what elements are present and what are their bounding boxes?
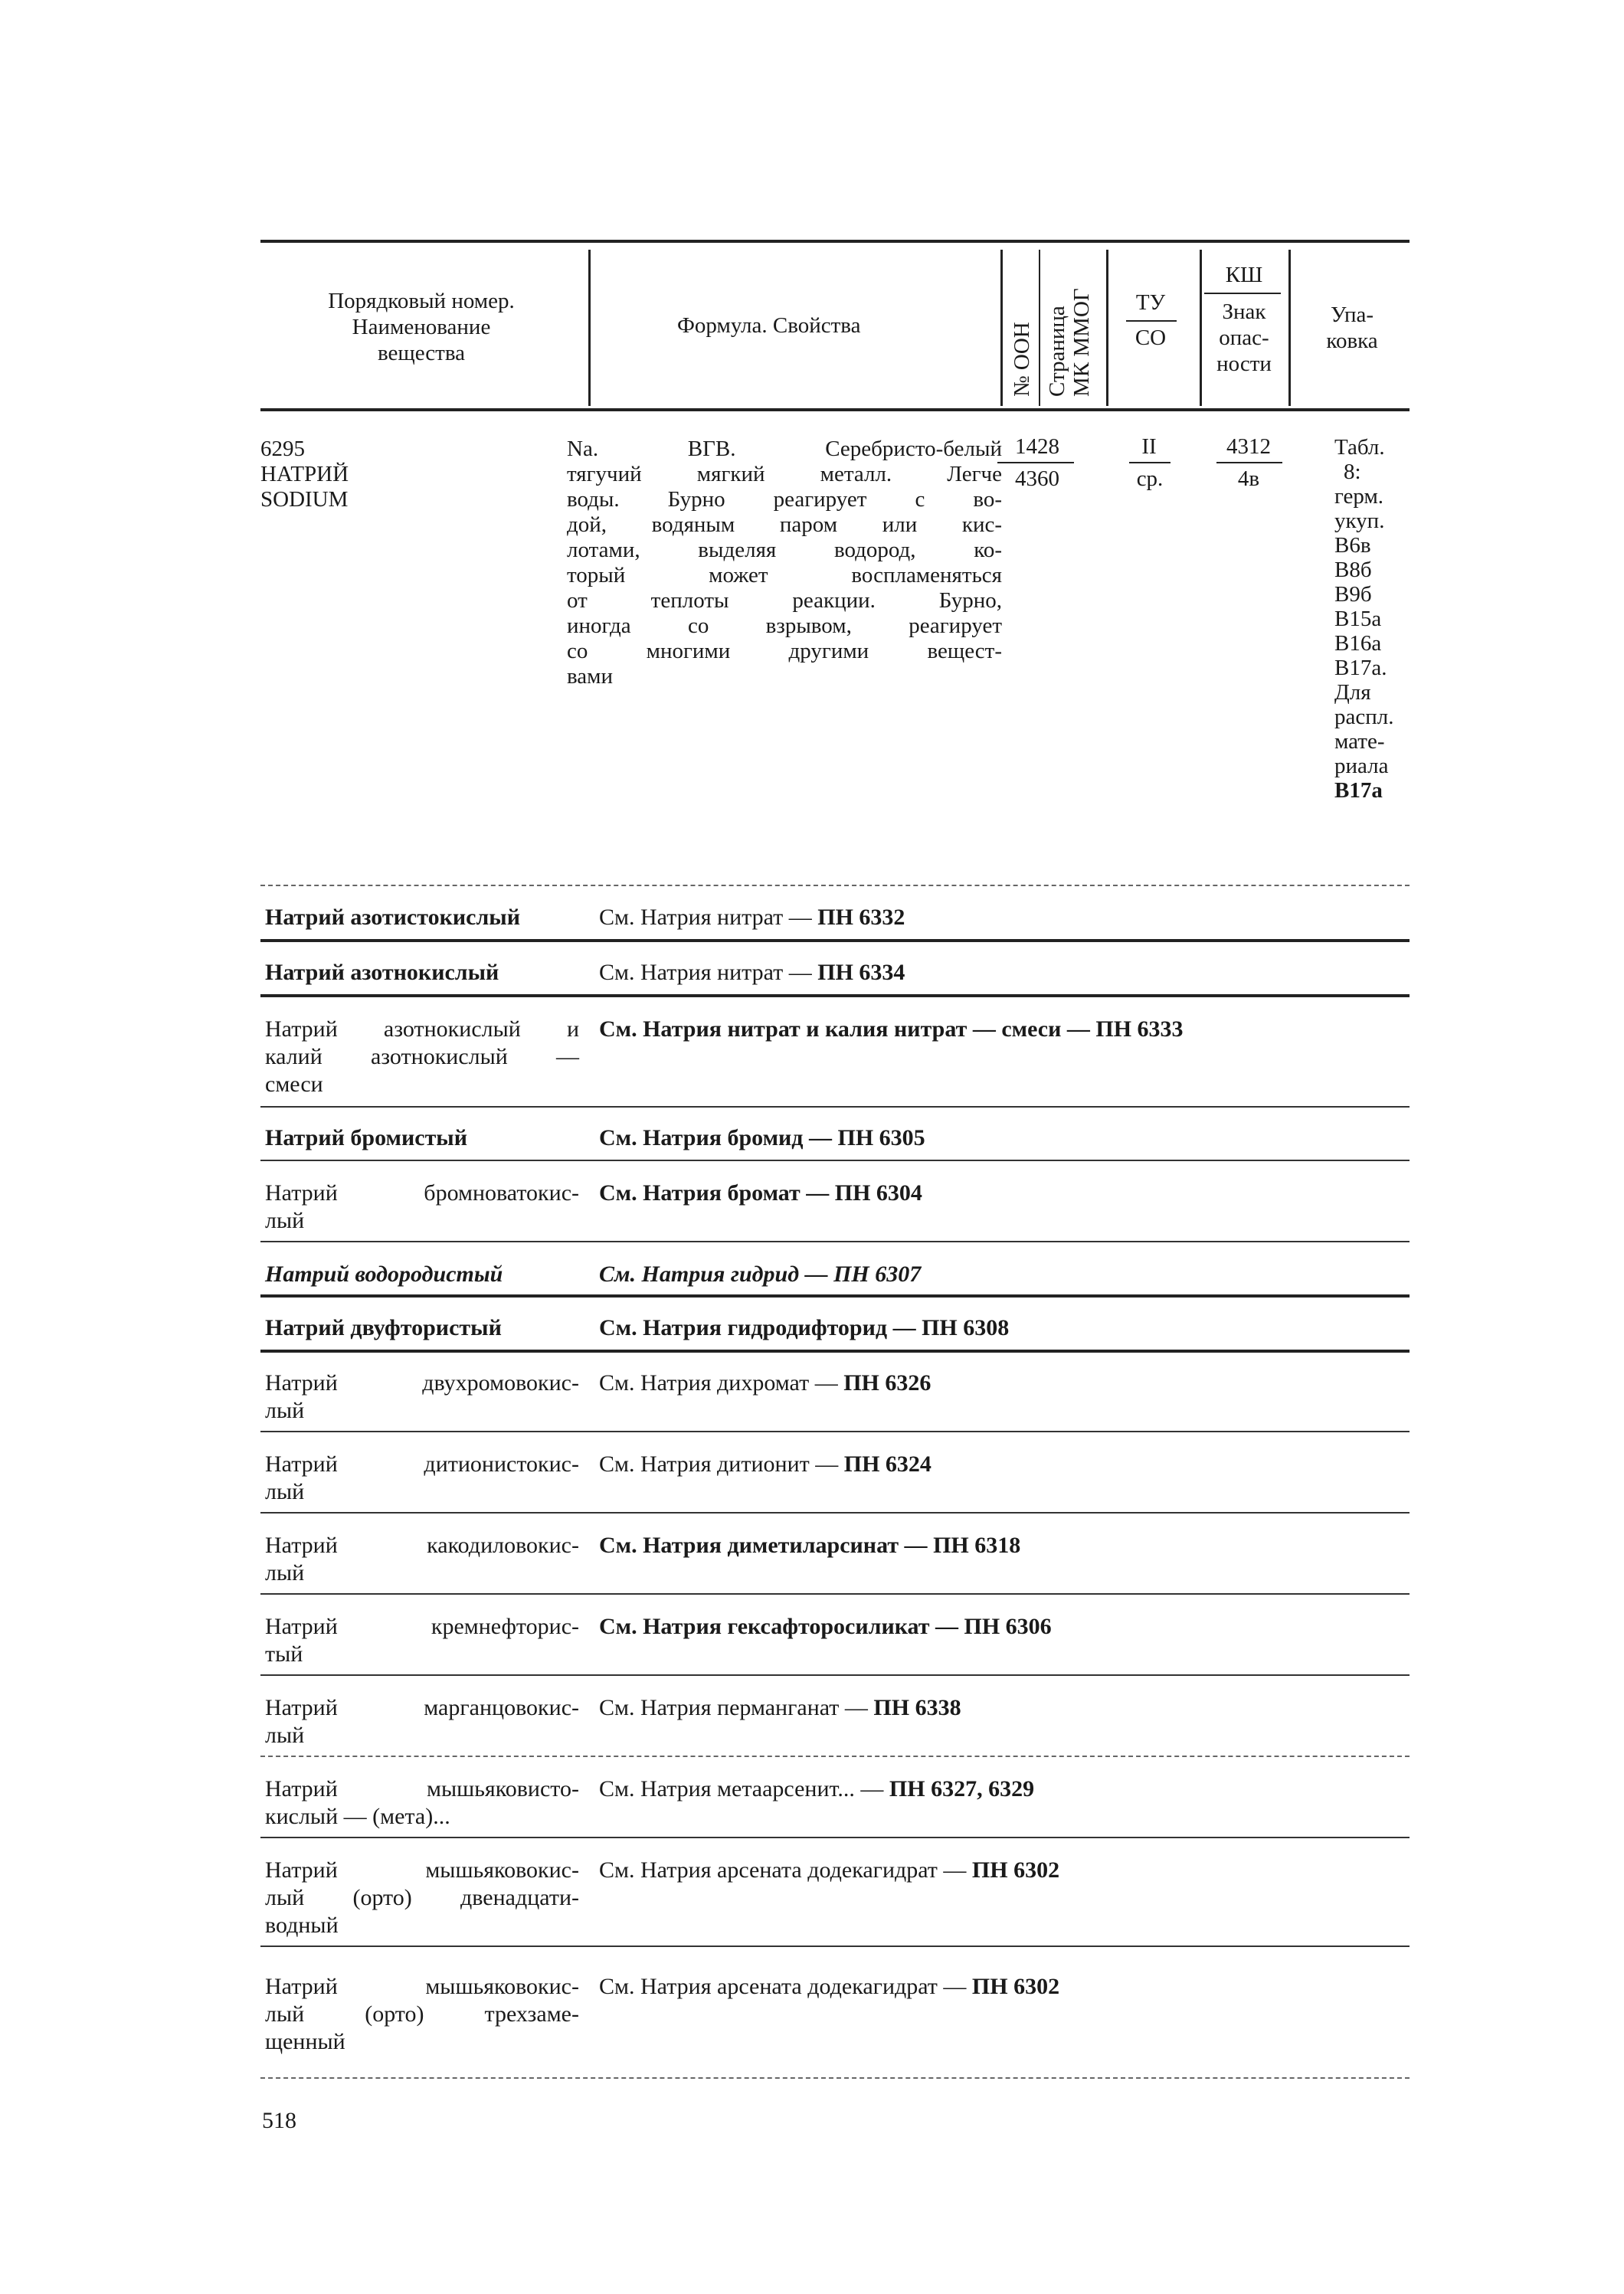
entry-un-fraction bbox=[997, 462, 1074, 463]
ref-text bbox=[599, 1180, 922, 1207]
ref-pn: ПН 6306 bbox=[964, 1614, 1052, 1639]
header-top-rule bbox=[260, 240, 1410, 243]
ref-pn: ПН 6308 bbox=[922, 1315, 1010, 1340]
ref-text bbox=[599, 1314, 1009, 1342]
header-imdg-page: Страница bbox=[1045, 306, 1069, 397]
packing-line: В8б bbox=[1334, 558, 1372, 582]
ref-text bbox=[599, 1775, 1034, 1803]
ref-rule bbox=[260, 1674, 1410, 1676]
properties-line: со многими другими вещест- bbox=[567, 639, 1002, 663]
entry-hazard-sign: 4в bbox=[1237, 466, 1260, 491]
ref-see: См. Натрия метаарсенит... — bbox=[599, 1776, 884, 1801]
entry-number: 6295 bbox=[260, 437, 305, 461]
ref-rule bbox=[260, 1106, 1410, 1108]
properties-line: торый может воспламеняться bbox=[567, 563, 1002, 587]
ref-pn: ПН 6318 bbox=[933, 1533, 1021, 1558]
header-col-number-name bbox=[276, 288, 567, 366]
ref-text bbox=[599, 904, 905, 931]
header-divider bbox=[588, 250, 591, 406]
ref-name-line: калий азотнокислый — bbox=[265, 1044, 579, 1069]
ref-see: См. Натрия нитрат — bbox=[599, 960, 812, 985]
ref-name-line: Натрий бромистый bbox=[265, 1125, 468, 1150]
header-divider bbox=[1288, 250, 1291, 406]
ref-rule bbox=[260, 1945, 1410, 1947]
header-col6-line: Упа- bbox=[1330, 303, 1374, 327]
entry-identity bbox=[260, 437, 349, 512]
ref-name-line: лый (орто) двенадцати- bbox=[265, 1885, 579, 1910]
properties-line: воды. Бурно реагирует с во- bbox=[567, 487, 1002, 512]
ref-name-line: Натрий двуфтористый bbox=[265, 1315, 502, 1340]
ref-name-line: Натрий азотнокислый и bbox=[265, 1016, 579, 1042]
ref-pn: ПН 6302 bbox=[971, 1974, 1060, 1999]
ref-name-line: Натрий азотистокислый bbox=[265, 905, 521, 930]
header-bottom-rule bbox=[260, 408, 1410, 411]
ref-name bbox=[265, 1451, 579, 1506]
packing-line: В16а bbox=[1334, 631, 1382, 656]
entry-separator bbox=[260, 885, 1410, 886]
header-tu: ТУ bbox=[1135, 290, 1166, 315]
properties-line: от теплоты реакции. Бурно, bbox=[567, 588, 1002, 613]
header-divider bbox=[1200, 250, 1202, 406]
header-col1-line: Порядковый номер. bbox=[328, 289, 515, 313]
ref-name-line: лый bbox=[265, 1560, 305, 1586]
header-imdg-code: МК ММОГ bbox=[1069, 288, 1094, 397]
entry-tu: II bbox=[1141, 434, 1157, 459]
header-col5-line: опас- bbox=[1219, 326, 1269, 350]
ref-pn: ПН 6324 bbox=[843, 1451, 932, 1477]
entry-tu-fraction bbox=[1129, 462, 1171, 463]
ref-name-line: Натрий какодиловокис- bbox=[265, 1533, 579, 1558]
ref-rule bbox=[260, 1241, 1410, 1242]
header-divider bbox=[1106, 250, 1108, 406]
ref-name-line: лый bbox=[265, 1208, 305, 1233]
header-divider bbox=[1000, 250, 1003, 406]
entry-un-number: 1428 bbox=[1015, 434, 1059, 459]
ref-rule bbox=[260, 1837, 1410, 1838]
ref-name-line: Натрий бромноватокис- bbox=[265, 1180, 579, 1206]
ref-text bbox=[599, 1694, 961, 1722]
ref-name-line: Натрий мышьяковокис- bbox=[265, 1974, 579, 1999]
ref-pn: ПН 6307 bbox=[833, 1262, 922, 1287]
ref-name-line: смеси bbox=[265, 1072, 323, 1097]
ref-name-line: водный bbox=[265, 1913, 339, 1938]
ref-name bbox=[265, 1532, 579, 1587]
header-co: СО bbox=[1135, 326, 1167, 350]
ref-pn: ПН 6334 bbox=[817, 960, 905, 985]
packing-line: В17а bbox=[1334, 778, 1383, 803]
entry-properties bbox=[567, 437, 1002, 689]
ref-pn: ПН 6326 bbox=[843, 1370, 932, 1396]
ref-name-line: Натрий мышьяковисто- bbox=[265, 1776, 579, 1801]
packing-line: Табл. bbox=[1334, 435, 1385, 460]
ref-rule bbox=[260, 1512, 1410, 1514]
ref-name bbox=[265, 1857, 579, 1939]
ref-name bbox=[265, 1370, 579, 1425]
ref-rule bbox=[260, 1593, 1410, 1595]
ref-name-line: Натрий водородистый bbox=[265, 1262, 503, 1287]
entry-ksh: 4312 bbox=[1226, 434, 1271, 459]
ref-see: См. Натрия нитрат и калия нитрат — смеси — bbox=[599, 1016, 1090, 1042]
properties-line: Na. ВГВ. Серебристо-белый bbox=[567, 437, 1002, 461]
ref-name-line: Натрий двухромовокис- bbox=[265, 1370, 579, 1396]
ref-name bbox=[265, 1314, 579, 1342]
ref-text bbox=[599, 1857, 1059, 1884]
ref-name bbox=[265, 1613, 579, 1668]
ref-name bbox=[265, 904, 579, 931]
ref-rule bbox=[260, 1160, 1410, 1161]
packing-line: риала bbox=[1334, 754, 1389, 778]
packing-line: распл. bbox=[1334, 705, 1394, 729]
ref-name-line: Натрий кремнефторис- bbox=[265, 1614, 579, 1639]
header-col1-line: Наименование bbox=[352, 315, 491, 339]
ref-see: См. Натрия нитрат — bbox=[599, 905, 812, 930]
ref-pn: ПН 6302 bbox=[971, 1857, 1060, 1883]
ref-see: См. Натрия гидродифторид — bbox=[599, 1315, 916, 1340]
ref-see: См. Натрия дитионит — bbox=[599, 1451, 839, 1477]
ref-pn: ПН 6305 bbox=[837, 1125, 925, 1150]
header-ksh-fraction bbox=[1204, 293, 1281, 294]
ref-see: См. Натрия диметиларсинат — bbox=[599, 1533, 928, 1558]
packing-line: укуп. bbox=[1334, 509, 1385, 533]
header-ksh: КШ bbox=[1225, 263, 1263, 287]
properties-line: иногда со взрывом, реагирует bbox=[567, 614, 1002, 638]
packing-line: В9б bbox=[1334, 582, 1372, 607]
ref-name-line: щенный bbox=[265, 2029, 345, 2054]
header-col-formula: Формула. Свойства bbox=[677, 313, 861, 338]
packing-line: 8: bbox=[1344, 460, 1361, 484]
header-col1-line: вещества bbox=[377, 341, 466, 365]
ref-pn: ПН 6304 bbox=[834, 1180, 922, 1206]
ref-name-line: Натрий мышьяковокис- bbox=[265, 1857, 579, 1883]
ref-name-line: тый bbox=[265, 1641, 303, 1667]
ref-pn: ПН 6327, 6329 bbox=[889, 1776, 1035, 1801]
ref-see: См. Натрия перманганат — bbox=[599, 1695, 868, 1720]
properties-line: тягучий мягкий металл. Легче bbox=[567, 462, 1002, 486]
entry-imdg-page: 4360 bbox=[1015, 466, 1059, 491]
properties-line: вами bbox=[567, 664, 614, 689]
ref-name bbox=[265, 959, 579, 987]
packing-line: мате- bbox=[1334, 729, 1385, 754]
ref-name bbox=[265, 1016, 579, 1098]
header-packing bbox=[1302, 302, 1402, 354]
ref-see: См. Натрия бромид — bbox=[599, 1125, 832, 1150]
ref-name-line: лый bbox=[265, 1723, 305, 1748]
packing-line: герм. bbox=[1334, 484, 1384, 509]
ref-name-line: кислый — (мета)... bbox=[265, 1804, 450, 1829]
packing-line: Для bbox=[1334, 680, 1371, 705]
entry-name-en: SODIUM bbox=[260, 487, 349, 512]
properties-line: лотами, выделяя водород, ко- bbox=[567, 538, 1002, 562]
ref-rule bbox=[260, 939, 1410, 942]
packing-line: В15а bbox=[1334, 607, 1382, 631]
ref-text bbox=[599, 1973, 1059, 2001]
ref-see: См. Натрия гексафторосиликат — bbox=[599, 1614, 959, 1639]
ref-name-line: лый bbox=[265, 1398, 305, 1423]
entry-packing bbox=[1334, 435, 1393, 803]
ref-text bbox=[599, 1370, 931, 1397]
ref-name bbox=[265, 1694, 579, 1749]
ref-see: См. Натрия арсената додекагидрат — bbox=[599, 1857, 967, 1883]
ref-text bbox=[599, 1451, 932, 1478]
ref-text bbox=[599, 1124, 925, 1152]
packing-line: В17а. bbox=[1334, 656, 1387, 680]
header-col6-line: ковка bbox=[1326, 329, 1378, 353]
ref-name-line: Натрий азотнокислый bbox=[265, 960, 499, 985]
ref-rule bbox=[260, 1756, 1410, 1757]
ref-see: См. Натрия дихромат — bbox=[599, 1370, 838, 1396]
ref-pn: ПН 6333 bbox=[1095, 1016, 1184, 1042]
entry-name-ru: НАТРИЙ bbox=[260, 462, 349, 486]
ref-rule bbox=[260, 1350, 1410, 1353]
header-hazard-sign bbox=[1204, 299, 1284, 377]
ref-text bbox=[599, 1016, 1184, 1043]
ref-name-line: Натрий марганцовокис- bbox=[265, 1695, 579, 1720]
ref-name bbox=[265, 1180, 579, 1235]
ref-pn: ПН 6332 bbox=[817, 905, 905, 930]
properties-line: дой, водяным паром или кис- bbox=[567, 512, 1002, 537]
header-tu-fraction bbox=[1126, 320, 1177, 322]
ref-rule bbox=[260, 1431, 1410, 1432]
entry-co: ср. bbox=[1136, 466, 1164, 491]
ref-see: См. Натрия гидрид — bbox=[599, 1262, 828, 1287]
ref-name-line: лый bbox=[265, 1479, 305, 1504]
ref-name-line: лый (орто) трехзаме- bbox=[265, 2001, 579, 2027]
ref-rule bbox=[260, 994, 1410, 997]
header-divider bbox=[1039, 250, 1040, 406]
ref-name bbox=[265, 1973, 579, 2056]
ref-text bbox=[599, 959, 905, 987]
ref-name-line: Натрий дитионистокис- bbox=[265, 1451, 579, 1477]
header-un-number: № ООН bbox=[1010, 322, 1034, 397]
ref-text bbox=[599, 1261, 921, 1288]
ref-rule bbox=[260, 1294, 1410, 1298]
entry-ksh-fraction bbox=[1216, 462, 1282, 463]
ref-see: См. Натрия бромат — bbox=[599, 1180, 830, 1206]
header-col5-line: ности bbox=[1216, 352, 1272, 376]
ref-pn: ПН 6338 bbox=[873, 1695, 961, 1720]
ref-see: См. Натрия арсената додекагидрат — bbox=[599, 1974, 967, 1999]
ref-text bbox=[599, 1532, 1020, 1559]
ref-name bbox=[265, 1261, 579, 1288]
page-number: 518 bbox=[262, 2108, 296, 2133]
ref-name bbox=[265, 1775, 579, 1831]
header-col5-line: Знак bbox=[1222, 299, 1266, 324]
ref-text bbox=[599, 1613, 1052, 1641]
ref-name bbox=[265, 1124, 579, 1152]
ref-rule bbox=[260, 2077, 1410, 2079]
packing-line: В6в bbox=[1334, 533, 1371, 558]
